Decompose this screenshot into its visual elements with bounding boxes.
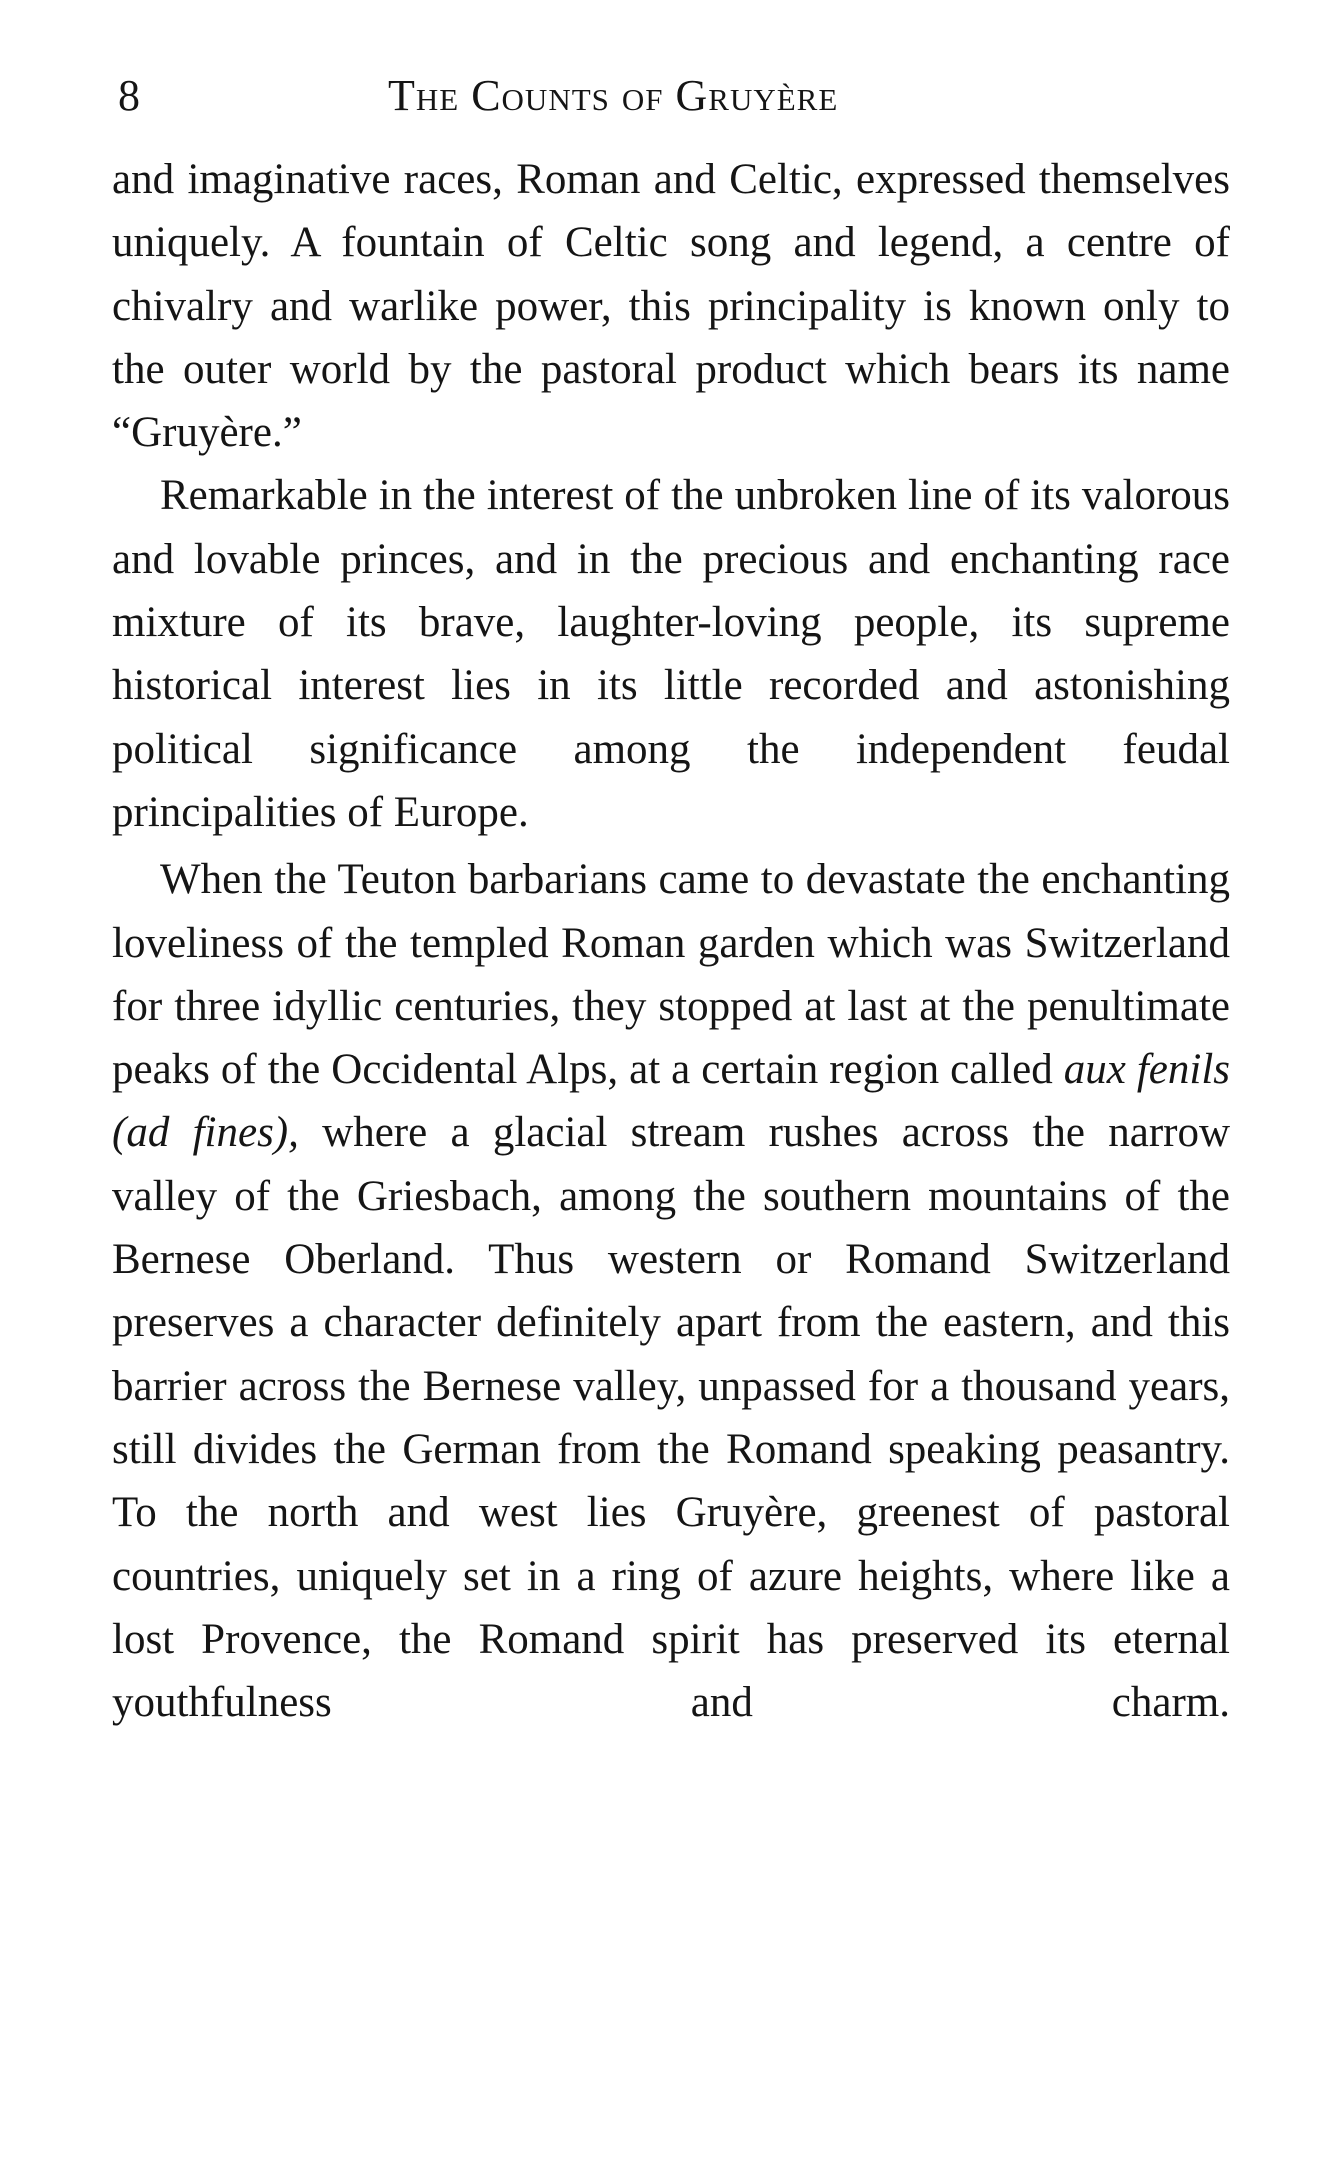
paragraph-3-text-b: where a glacial stream rushes across the narrow valley of the Griesbach, among the southern mountains of the Bernese Oberland. Thus western or Romand Switzerland preserves a character definitely apart from the eastern, and this barrier across the Bernese valley, unpassed for a thousand years, still divides the German from the Romand speaking peasantry. To the north and west lies Gruyère, greenest of pastoral countries, uniquely set in a ring of azure heights, where like a lost Provence, the Romand spirit has preserved its eternal youthfulness and charm. <box>112 1109 1231 1727</box>
paragraph-3 <box>112 848 1230 1734</box>
page-number: 8 <box>118 71 140 120</box>
paragraph-1: and imaginative races, Roman and Celtic, expressed themselves uniquely. A fountain of Celtic song and legend, a centre of chivalry and warlike power, this principality is known only to the outer world by the pastoral product which bears its name “Gruyère.” <box>112 156 1230 457</box>
paragraph-3-text-a: When the Teuton barbarians came to devastate the enchanting loveliness of the templed Roman garden which was Switzerland for three idyllic centuries, they stopped at last at the penultimate peaks of the Occidental Alps, at a certain region called <box>112 856 1230 1094</box>
paragraph-3-italic-phrase: aux fenils (ad fines), <box>112 1046 1230 1157</box>
body-text <box>112 148 1230 1734</box>
book-title: The Counts of Gruyère <box>388 71 839 120</box>
running-head <box>118 66 1234 126</box>
paragraph-2: Remarkable in the interest of the unbroken line of its valorous and lovable princes, and in the precious and enchanting race mixture of its brave, laughter-loving people, its supreme historical interest lies in its little recorded and astonishing political significance among the independent feudal principalities of Europe. <box>112 472 1230 836</box>
